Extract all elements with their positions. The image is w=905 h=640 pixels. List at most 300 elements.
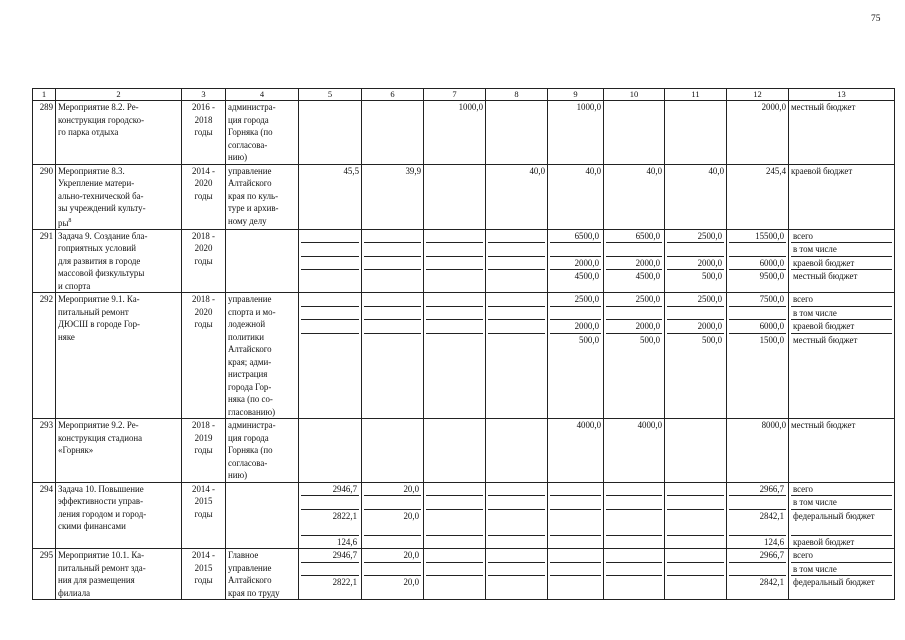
table-cell <box>789 419 895 483</box>
cell-value: 2000,0 <box>761 102 786 112</box>
sub-cell: всего <box>791 230 892 244</box>
sub-cell: 2500,0 <box>667 293 724 307</box>
empty-sub-cell <box>488 307 545 321</box>
sub-cell <box>364 496 421 510</box>
cell-line: 2014 - <box>192 550 215 561</box>
table-cell <box>56 101 182 165</box>
empty-sub-cell <box>667 483 724 497</box>
table-cell <box>33 293 56 419</box>
sub-cell: краевой бюджет <box>793 536 855 547</box>
empty-sub-cell <box>667 549 724 563</box>
empty-sub-cell <box>550 510 601 536</box>
empty-sub-cell <box>301 257 359 271</box>
cell-line: 2014 - <box>192 483 215 494</box>
table-cell <box>362 482 424 549</box>
cell-line: годы <box>194 319 213 330</box>
sub-cell: краевой бюджет <box>791 257 892 271</box>
header-cell: 5 <box>299 89 362 101</box>
empty-sub-cell <box>488 536 545 549</box>
sub-cell <box>301 563 359 577</box>
table-cell <box>226 101 299 165</box>
cell-line: согласова- <box>228 457 268 468</box>
table-cell <box>362 164 424 229</box>
table-cell <box>727 229 789 293</box>
empty-sub-cell <box>426 334 483 347</box>
table-row <box>33 549 895 600</box>
table-cell <box>182 101 226 165</box>
cell-value: 294 <box>39 483 53 494</box>
cell-line: годы <box>194 445 213 456</box>
cell-line: годы <box>194 575 213 586</box>
cell-line: ДЮСШ в городе Гор- <box>58 319 141 330</box>
table-cell <box>665 549 727 600</box>
cell-line: 2020 <box>194 306 213 317</box>
empty-sub-cell <box>301 270 359 283</box>
empty-sub-cell <box>606 576 662 589</box>
table-cell <box>789 482 895 549</box>
empty-sub-cell <box>606 549 662 563</box>
empty-sub-cell <box>426 563 483 577</box>
cell-line: 2015 <box>194 496 213 507</box>
empty-sub-cell <box>488 293 545 307</box>
sub-cell <box>729 563 786 577</box>
cell-value: 45,5 <box>343 165 359 176</box>
sub-cell: 2822,1 <box>301 510 359 536</box>
cell-line: няка (по со- <box>228 394 273 405</box>
table-cell <box>56 482 182 549</box>
sub-cell <box>729 307 786 321</box>
sub-cell: 2842,1 <box>729 510 786 536</box>
cell-line: годы <box>194 508 213 519</box>
cell-line: нию) <box>228 152 248 162</box>
cell-line: 2018 - <box>192 294 215 305</box>
empty-sub-cell <box>667 496 724 510</box>
empty-sub-cell <box>364 257 421 271</box>
cell-line: ления городом и город- <box>58 508 147 519</box>
cell-value: 40,0 <box>646 165 662 176</box>
table-cell <box>33 229 56 293</box>
table-cell <box>362 229 424 293</box>
cell-line: Алтайского <box>228 575 272 586</box>
table-cell <box>789 549 895 600</box>
empty-sub-cell <box>426 549 483 563</box>
table-cell <box>56 164 182 229</box>
empty-sub-cell <box>550 576 601 589</box>
sub-cell: в том числе <box>791 563 892 577</box>
cell-line: Главное <box>228 550 259 561</box>
table-cell <box>299 482 362 549</box>
empty-sub-cell <box>364 243 421 257</box>
sub-cell: 20,0 <box>403 577 419 588</box>
header-cell: 13 <box>789 89 895 101</box>
sub-cell: 2000,0 <box>550 257 601 271</box>
sub-cell: 124,6 <box>764 536 784 547</box>
sub-cell: 4500,0 <box>635 271 660 282</box>
sub-cell: 20,0 <box>364 549 421 563</box>
table-cell <box>33 101 56 165</box>
table-cell <box>486 164 548 229</box>
sub-cell: 2842,1 <box>759 577 784 588</box>
header-cell: 3 <box>182 89 226 101</box>
sub-cell: 2500,0 <box>667 230 724 244</box>
table-cell <box>548 549 604 600</box>
empty-sub-cell <box>301 334 359 347</box>
cell-line: Мероприятие 8.3. <box>58 165 125 176</box>
cell-line: Алтайского <box>228 344 272 355</box>
empty-sub-cell <box>426 230 483 244</box>
cell-line: для развития в городе <box>58 255 141 266</box>
empty-sub-cell <box>364 320 421 334</box>
table-cell <box>33 549 56 600</box>
sub-cell <box>667 243 724 257</box>
cell-value: местный бюджет <box>791 420 856 431</box>
empty-sub-cell <box>426 483 483 497</box>
cell-line: эффективности управ- <box>58 496 144 507</box>
cell-line: края; адми- <box>228 356 272 367</box>
sub-cell <box>606 307 662 321</box>
cell-line: зы учреждений культу- <box>58 203 146 213</box>
sub-cell: 124,6 <box>337 536 357 547</box>
cell-line: питальный ремонт <box>58 306 129 317</box>
cell-line: нию) <box>228 470 248 481</box>
cell-line: ально-технической ба- <box>58 190 144 201</box>
cell-line: массовой физкультуры <box>58 268 145 279</box>
sub-cell: 2966,7 <box>729 549 786 563</box>
cell-line: конструкция городско- <box>58 114 145 125</box>
table-cell <box>226 229 299 293</box>
table-cell <box>182 482 226 549</box>
table-cell <box>727 549 789 600</box>
cell-value: 40,0 <box>708 165 724 176</box>
table-cell <box>182 293 226 419</box>
table-cell <box>56 293 182 419</box>
cell-line: ному делу <box>228 215 267 226</box>
cell-line: 2015 <box>194 562 213 573</box>
empty-sub-cell <box>550 536 601 549</box>
table-cell <box>665 293 727 419</box>
cell-line: няке <box>58 331 75 342</box>
empty-sub-cell <box>488 483 545 497</box>
cell-value: 292 <box>39 294 53 305</box>
sub-cell: всего <box>791 483 892 497</box>
table-cell <box>665 482 727 549</box>
table-cell <box>424 101 486 165</box>
table-cell <box>665 419 727 483</box>
cell-line: 2018 - <box>192 230 215 241</box>
cell-line: 2014 - <box>192 165 215 176</box>
cell-line: Задача 10. Повышение <box>58 483 144 494</box>
table-cell <box>226 293 299 419</box>
cell-value: 1000,0 <box>458 102 483 112</box>
table-cell <box>665 229 727 293</box>
empty-sub-cell <box>301 293 359 307</box>
cell-line: 2016 - <box>192 102 215 112</box>
table-row <box>33 293 895 419</box>
cell-line: конструкция стадиона <box>58 432 143 443</box>
table-cell <box>299 293 362 419</box>
table-cell <box>665 101 727 165</box>
empty-sub-cell <box>364 293 421 307</box>
table-cell <box>33 482 56 549</box>
sub-cell: краевой бюджет <box>791 320 892 334</box>
empty-sub-cell <box>426 243 483 257</box>
table-cell <box>226 419 299 483</box>
cell-value: 1000,0 <box>576 102 601 112</box>
empty-sub-cell <box>488 270 545 283</box>
header-cell: 9 <box>548 89 604 101</box>
empty-sub-cell <box>364 307 421 321</box>
sub-cell <box>606 243 662 257</box>
cell-line: скими финансами <box>58 521 126 532</box>
cell-line: 2018 - <box>192 420 215 431</box>
sub-cell: в том числе <box>791 307 892 321</box>
sub-cell <box>301 496 359 510</box>
empty-sub-cell <box>606 563 662 577</box>
sub-cell: 2966,7 <box>729 483 786 497</box>
cell-line: филиала <box>58 587 91 598</box>
header-cell: 8 <box>486 89 548 101</box>
table-cell <box>486 101 548 165</box>
empty-sub-cell <box>667 563 724 577</box>
empty-sub-cell <box>550 549 601 563</box>
sub-cell: 2000,0 <box>667 257 724 271</box>
empty-sub-cell <box>667 510 724 536</box>
empty-sub-cell <box>606 483 662 497</box>
sub-cell: 2000,0 <box>550 320 601 334</box>
sub-cell: 500,0 <box>702 334 722 345</box>
cell-line: управление <box>228 165 272 176</box>
table-cell <box>665 164 727 229</box>
cell-line: ния для размещения <box>58 575 135 586</box>
cell-line: Мероприятие 8.2. Ре- <box>58 102 139 112</box>
cell-line: Мероприятие 9.1. Ка- <box>58 294 140 305</box>
sub-cell: всего <box>791 293 892 307</box>
table-cell <box>182 229 226 293</box>
sub-cell: 2500,0 <box>606 293 662 307</box>
cell-line: го парка отдыха <box>58 127 119 137</box>
cell-line: спорта и мо- <box>228 306 276 317</box>
empty-sub-cell <box>667 576 724 589</box>
empty-sub-cell <box>488 334 545 347</box>
cell-line: годы <box>194 255 213 266</box>
cell-line: края по труду <box>228 587 280 598</box>
cell-line: Алтайского <box>228 178 272 188</box>
cell-value: 40,0 <box>585 165 601 176</box>
empty-sub-cell <box>488 549 545 563</box>
table-cell <box>424 293 486 419</box>
sub-cell: 500,0 <box>640 334 660 345</box>
empty-sub-cell <box>426 270 483 283</box>
cell-line: 2018 <box>194 114 213 125</box>
sub-cell: 2946,7 <box>301 483 359 497</box>
table-cell <box>548 482 604 549</box>
cell-line: нистрация <box>228 369 268 380</box>
table-cell <box>789 101 895 165</box>
table-cell <box>362 419 424 483</box>
empty-sub-cell <box>426 576 483 589</box>
cell-line: Укрепление матери- <box>58 178 135 188</box>
sub-cell: 6500,0 <box>550 230 601 244</box>
cell-line: 2020 <box>194 243 213 254</box>
table-cell <box>727 293 789 419</box>
cell-value: 245,4 <box>766 165 786 176</box>
footnote-mark: 8 <box>68 217 72 224</box>
cell-value: 291 <box>39 230 53 241</box>
sub-cell: 15500,0 <box>729 230 786 244</box>
cell-line: управление <box>228 294 272 305</box>
table-row <box>33 164 895 229</box>
table-cell <box>604 549 665 600</box>
sub-cell: 7500,0 <box>729 293 786 307</box>
cell-line: политики <box>228 331 264 342</box>
table-cell <box>548 229 604 293</box>
empty-sub-cell <box>301 243 359 257</box>
sub-cell: 2500,0 <box>550 293 601 307</box>
cell-value: 8000,0 <box>761 420 786 431</box>
sub-cell: 2946,7 <box>301 549 359 563</box>
table-cell <box>789 293 895 419</box>
table-cell <box>548 293 604 419</box>
table-cell <box>604 229 665 293</box>
cell-line: гоприятных условий <box>58 243 137 254</box>
empty-sub-cell <box>488 496 545 510</box>
table-cell <box>727 482 789 549</box>
empty-sub-cell <box>426 257 483 271</box>
table-cell <box>727 101 789 165</box>
header-cell: 10 <box>604 89 665 101</box>
sub-cell: местный бюджет <box>793 271 858 282</box>
sub-cell: федеральный бюджет <box>793 577 875 588</box>
table-cell <box>604 482 665 549</box>
empty-sub-cell <box>488 320 545 334</box>
table-row <box>33 419 895 483</box>
table-cell <box>789 229 895 293</box>
table-cell <box>424 549 486 600</box>
cell-value: местный бюджет <box>791 102 856 112</box>
table-cell <box>604 101 665 165</box>
table-cell <box>424 164 486 229</box>
table-cell <box>299 549 362 600</box>
empty-sub-cell <box>364 230 421 244</box>
header-cell: 7 <box>424 89 486 101</box>
sub-cell: 4500,0 <box>574 271 599 282</box>
empty-sub-cell <box>426 293 483 307</box>
cell-line: питальный ремонт зда- <box>58 562 146 573</box>
table-cell <box>486 549 548 600</box>
empty-sub-cell <box>606 536 662 549</box>
empty-sub-cell <box>488 230 545 244</box>
cell-value: 293 <box>39 420 53 431</box>
cell-line: ция города <box>228 114 269 125</box>
table-cell <box>226 482 299 549</box>
cell-line: ция города <box>228 432 269 443</box>
empty-sub-cell <box>426 536 483 549</box>
cell-value: 40,0 <box>529 165 545 176</box>
empty-sub-cell <box>606 510 662 536</box>
cell-line: города Гор- <box>228 381 272 392</box>
table-cell <box>548 419 604 483</box>
sub-cell: 6000,0 <box>729 320 786 334</box>
table-cell <box>299 419 362 483</box>
sub-cell: 9500,0 <box>759 271 784 282</box>
cell-line: управление <box>228 562 272 573</box>
cell-value: 4000,0 <box>637 420 662 431</box>
cell-line: и спорта <box>58 280 91 291</box>
page-number: 75 <box>871 14 881 24</box>
empty-sub-cell <box>301 230 359 244</box>
cell-line: Мероприятие 10.1. Ка- <box>58 550 145 561</box>
sub-cell: 2000,0 <box>606 320 662 334</box>
sub-cell: местный бюджет <box>793 334 858 345</box>
empty-sub-cell <box>488 243 545 257</box>
sub-cell: 2822,1 <box>332 577 357 588</box>
empty-sub-cell <box>426 307 483 321</box>
sub-cell: в том числе <box>791 243 892 257</box>
empty-sub-cell <box>488 257 545 271</box>
sub-cell <box>729 496 786 510</box>
sub-cell: федеральный бюджет <box>791 510 892 536</box>
table-cell <box>226 164 299 229</box>
table-cell <box>604 293 665 419</box>
table-cell <box>299 164 362 229</box>
table-cell <box>33 164 56 229</box>
sub-cell: в том числе <box>791 496 892 510</box>
sub-cell <box>364 536 421 549</box>
table-cell <box>424 482 486 549</box>
cell-line: края по куль- <box>228 190 279 201</box>
sub-cell: 500,0 <box>579 334 599 345</box>
table-cell <box>548 164 604 229</box>
sub-cell <box>364 563 421 577</box>
table-cell <box>604 164 665 229</box>
empty-sub-cell <box>301 307 359 321</box>
table-cell <box>299 229 362 293</box>
empty-sub-cell <box>426 510 483 536</box>
table-cell <box>299 101 362 165</box>
sub-cell <box>550 243 601 257</box>
cell-line: годы <box>194 190 213 201</box>
sub-cell: всего <box>791 549 892 563</box>
sub-cell: 500,0 <box>702 271 722 282</box>
cell-line: Горняка (по <box>228 445 273 456</box>
table-cell <box>56 549 182 600</box>
table-cell <box>362 101 424 165</box>
cell-line: Задача 9. Создание бла- <box>58 230 148 241</box>
header-cell: 1 <box>33 89 56 101</box>
cell-value: 290 <box>39 165 53 176</box>
empty-sub-cell <box>550 483 601 497</box>
sub-cell <box>729 243 786 257</box>
table-cell <box>486 419 548 483</box>
empty-sub-cell <box>488 510 545 536</box>
table-row <box>33 101 895 165</box>
table-cell <box>727 164 789 229</box>
table-cell <box>486 293 548 419</box>
sub-cell: 20,0 <box>364 510 421 536</box>
empty-sub-cell <box>364 334 421 347</box>
cell-value: 4000,0 <box>576 420 601 431</box>
table-cell <box>182 419 226 483</box>
cell-line: администра- <box>228 420 276 431</box>
sub-cell <box>550 307 601 321</box>
empty-sub-cell <box>488 563 545 577</box>
table-cell <box>424 419 486 483</box>
empty-sub-cell <box>667 536 724 549</box>
cell-line: $ры^8$ <box>58 217 72 228</box>
table-cell <box>727 419 789 483</box>
sub-cell: 2000,0 <box>606 257 662 271</box>
empty-sub-cell <box>488 576 545 589</box>
